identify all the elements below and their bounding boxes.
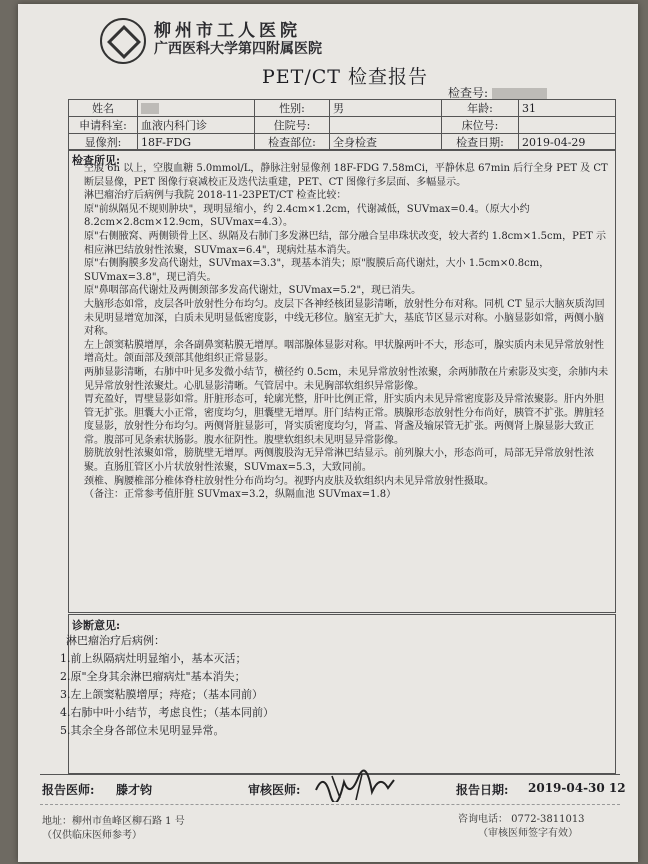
agent-label: 显像剂: — [69, 134, 138, 151]
reporter-label: 报告医师: — [42, 783, 95, 797]
agent-value: 18F-FDG — [138, 134, 255, 151]
footer-review-note: （审核医师签字有效） — [478, 828, 578, 839]
findings-paragraph: 大脑形态如常，皮层各叶放射性分布均匀。皮层下各神经核团显影清晰，放射性分布对称。同机 CT 显示大脑灰质沟回未见明显增宽加深，白质未见明显低密度影，中线无移位。脑室无扩大，基底节区显示对称。小脑显影如常，两侧小脑对称。 — [84, 298, 605, 338]
findings-paragraph: 原"前纵隔见不规则肿块"，现明显缩小，约 2.4cm×1.2cm，代谢减低，SUVmax=0.4。（原大小约 8.2cm×2.8cm×12.9cm，SUVmax=4.3）。 — [84, 203, 530, 229]
findings-text — [84, 162, 610, 502]
check-number: 检查号: — [448, 84, 547, 101]
gender-label: 性别: — [255, 100, 330, 117]
findings-heading: 检查所见: — [72, 154, 121, 167]
report-date: 2019-04-30 12 — [528, 781, 626, 795]
reviewer-label: 审核医师: — [248, 783, 301, 797]
findings-paragraph: 原"鼻咽部高代谢灶及两侧颈部多发高代谢灶，SUVmax=5.2"，现已消失。 — [84, 285, 422, 297]
findings-paragraph: 原"右侧胸膜多发高代谢灶，SUVmax=3.3"，现基本消失；原"腹膜后高代谢灶，大小 1.5cm×0.8cm，SUVmax=3.8"，现已消失。 — [84, 258, 550, 283]
diagnosis-item: 5.其余全身各部位未见明显异常。 — [60, 724, 225, 737]
redacted-name — [141, 103, 159, 114]
bed-value — [519, 117, 616, 134]
name-label: 姓名 — [69, 100, 138, 117]
age-value: 31 — [519, 100, 616, 117]
footer-phone: 咨询电话： 0772-3811013 — [458, 814, 585, 825]
dept-value: 血液内科门诊 — [138, 117, 255, 134]
findings-paragraph: 膀胱放射性浓聚如常，膀胱壁无增厚。两侧腹股沟无异常淋巴结显示。前列腺大小，形态尚可，局部无异常放射性浓聚。直肠肛管区小片状放射性浓聚，SUVmax=5.3，大致同前。 — [84, 448, 594, 474]
part-label: 检查部位: — [255, 134, 330, 151]
hospital-name: 柳州市工人医院 — [154, 21, 301, 41]
name-value — [138, 100, 255, 117]
footer-address: 地址：柳州市鱼峰区柳石路 1 号 — [42, 816, 185, 827]
findings-paragraph: （备注：正常参考值肝脏 SUVmax=3.2，纵隔血池 SUVmax=1.8） — [84, 489, 397, 501]
diagnosis-item: 4.右肺中叶小结节，考虑良性；（基本同前） — [60, 706, 274, 719]
hospital-logo-icon — [100, 18, 146, 64]
findings-paragraph: 左上颌窦粘膜增厚，余各副鼻窦粘膜无增厚。咽部腺体显影对称。甲状腺两叶不大，形态可，腺实质内未见异常放射性增高灶。颌面部及颈部其他组织正常显影。 — [84, 339, 604, 365]
diagnosis-item: 2.原"全身其余淋巴瘤病灶"基本消失； — [60, 670, 246, 683]
findings-paragraph: 两肺显影清晰，右肺中叶见多发微小结节，横径约 0.5cm，未见异常放射性浓聚，余两肺散在片索影及实变，余肺内未见异常放射性浓聚灶。心肌显影清晰。气管居中。未见胸部软组织异常影像。 — [84, 366, 609, 392]
dept-label: 申请科室: — [69, 117, 138, 134]
diagnosis-item: 3.左上颌窦粘膜增厚；痔疮；（基本同前） — [60, 688, 263, 701]
diagnosis-heading: 诊断意见: — [72, 619, 121, 632]
diagnosis-intro: 淋巴瘤治疗后病例： — [66, 634, 165, 647]
findings-paragraph: 原"右侧腋窝、两侧锁骨上区、纵隔及右肺门多发淋巴结，部分融合呈串珠状改变，较大者约 1.8cm×1.5cm，PET 示相应淋巴结放射性浓聚，SUVmax=6.4"，现病灶基本消失。 — [84, 230, 607, 256]
diagnosis-item: 1.前上纵隔病灶明显缩小，基本灭活； — [60, 652, 247, 665]
findings-paragraph: 颈椎、胸腰椎部分椎体脊柱放射性分布尚均匀。视野内皮肤及软组织内未见异常放射性摄取。 — [84, 475, 494, 487]
hospital-subtitle: 广西医科大学第四附属医院 — [154, 41, 322, 57]
redacted-check-number — [492, 88, 547, 99]
footer-note: （仅供临床医师参考） — [42, 830, 142, 841]
findings-paragraph: 胃充盈好，胃壁显影如常。肝脏形态可，轮廓光整，肝叶比例正常，肝实质内未见异常密度影及异常浓聚影。肝内外胆管无扩张。胆囊大小正常，密度均匀，胆囊壁无增厚。肝门结构正常。胰腺形态放射性分布尚好，胰管不扩张。脾脏轻度显影，放射性分布均匀。两侧肾脏显影可，肾实质密度均匀，肾盂、肾盏及输尿管无扩张。两侧肾上腺显影大致正常。腹部可见条索状肠影。腹水征阴性。腹壁软组织未见明显异常影像。 — [84, 394, 604, 446]
diagnosis-list — [60, 632, 274, 740]
age-label: 年龄: — [442, 100, 519, 117]
part-value: 全身检查 — [330, 134, 442, 151]
date-label: 检查日期: — [442, 134, 519, 151]
findings-paragraph: 淋巴瘤治疗后病例与我院 2018-11-23PET/CT 检查比较： — [84, 190, 347, 202]
date-value: 2019-04-29 — [519, 134, 616, 151]
report-date-label: 报告日期: — [456, 783, 509, 797]
gender-value: 男 — [330, 100, 442, 117]
reporter-name: 滕才钧 — [116, 783, 153, 797]
report-title: PET/CT 检查报告 — [262, 66, 428, 88]
patient-info-table — [68, 99, 616, 151]
bed-label: 床位号: — [442, 117, 519, 134]
admission-value — [330, 117, 442, 134]
footer-divider — [40, 804, 620, 805]
handwritten-signature — [310, 768, 400, 802]
findings-paragraph: 空腹 6h 以上，空腹血糖 5.0mmol/L，静脉注射显像剂 18F-FDG 7.58mCi，平静休息 67min 后行全身 PET 及 CT 断层显像，PET 图像行衰减校正及迭代法重建，PET、CT 图像行多层面、多幅显示。 — [84, 163, 608, 188]
admission-label: 住院号: — [255, 117, 330, 134]
